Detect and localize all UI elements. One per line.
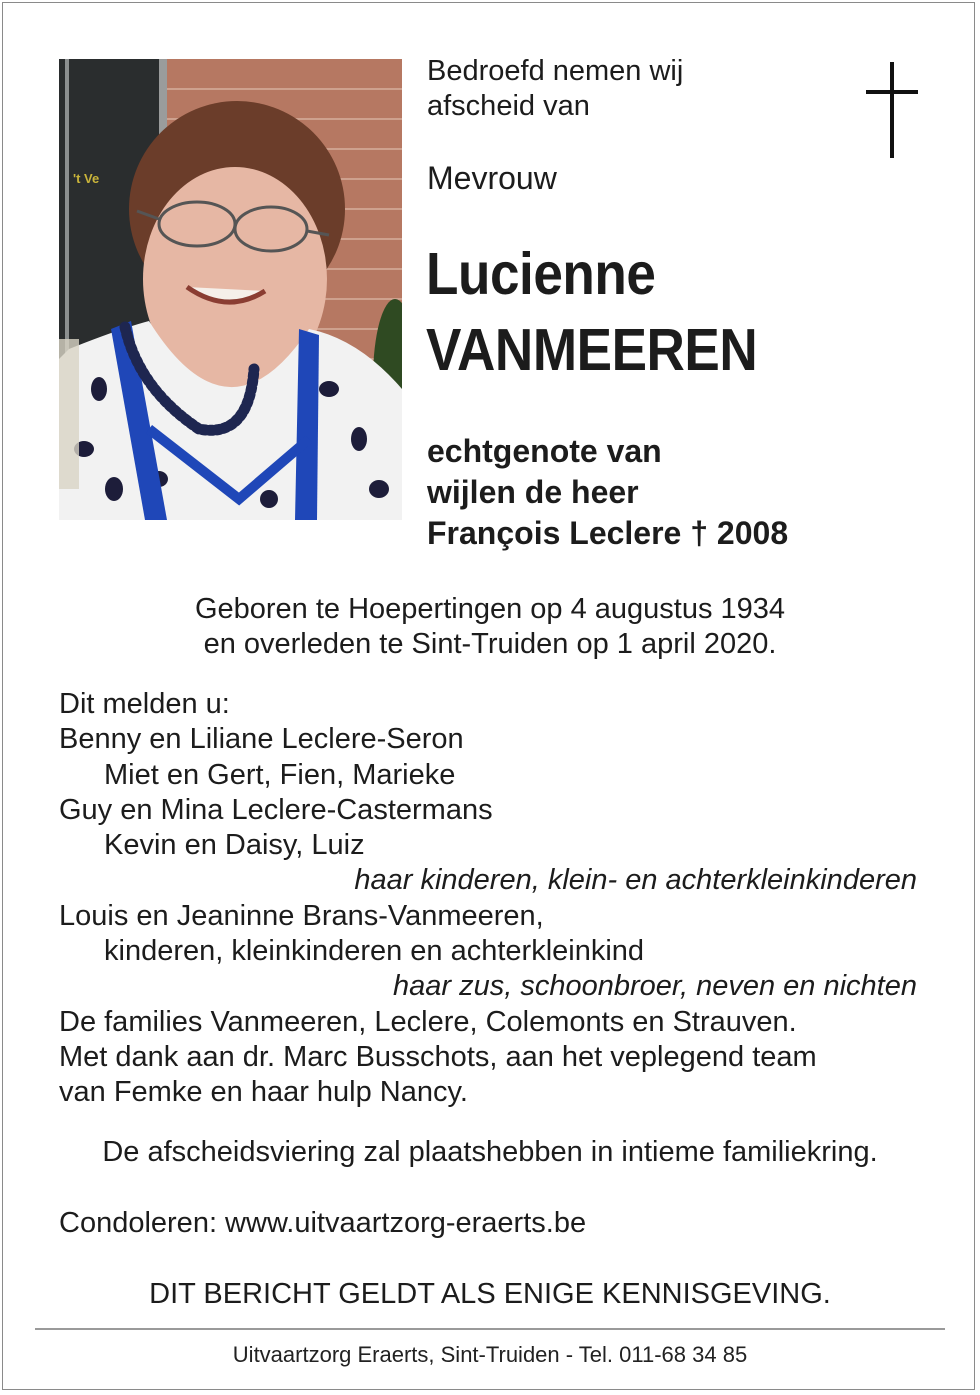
family-line: De families Vanmeeren, Leclere, Colemonts en Strauven. xyxy=(59,1005,797,1038)
family-line: kinderen, kleinkinderen en achterkleinkind xyxy=(104,935,645,968)
portrait-photo xyxy=(59,59,402,520)
condolence-text: Condoleren: www.uitvaartzorg-eraerts.be xyxy=(59,1207,587,1239)
death-line: en overleden te Sint-Truiden op 1 april 2020. xyxy=(203,628,777,660)
notice-text: DIT BERICHT GELDT ALS ENIGE KENNISGEVING. xyxy=(149,1278,831,1310)
family-line: Guy en Mina Leclere-Castermans xyxy=(59,793,493,826)
family-relation-note: haar zus, schoonbroer, neven en nichten xyxy=(393,970,917,1003)
family-line: Kevin en Daisy, Luiz xyxy=(104,829,365,862)
birth-line: Geboren te Hoepertingen op 4 augustus 1934 xyxy=(194,593,786,625)
intro-line-2: afscheid van xyxy=(427,90,590,122)
salutation: Mevrouw xyxy=(427,160,557,196)
family-relation-note: haar kinderen, klein- en achterkleinkinderen xyxy=(354,864,917,897)
footer-text: Uitvaartzorg Eraerts, Sint-Truiden - Tel. 011-68 34 85 xyxy=(232,1342,748,1367)
spouse-info xyxy=(427,431,788,554)
cross-icon xyxy=(862,62,922,158)
ceremony-text: De afscheidsviering zal plaatshebben in intieme familiekring. xyxy=(102,1136,878,1168)
family-line: Louis en Jeaninne Brans-Vanmeeren, xyxy=(59,899,544,932)
family-line: Miet en Gert, Fien, Marieke xyxy=(104,758,456,791)
family-line: van Femke en haar hulp Nancy. xyxy=(59,1076,468,1109)
spouse-line-1: echtgenote van xyxy=(427,433,662,469)
family-list xyxy=(59,687,917,1111)
first-name: Lucienne xyxy=(426,241,656,307)
life-dates xyxy=(0,592,980,662)
family-line: Dit melden u: xyxy=(59,688,230,720)
intro-text xyxy=(427,54,787,124)
deceased-name xyxy=(426,236,757,388)
divider xyxy=(35,1328,945,1330)
spouse-line-2: wijlen de heer xyxy=(427,474,639,510)
family-line: Met dank aan dr. Marc Busschots, aan het veplegend team xyxy=(59,1040,817,1073)
last-name: VANMEEREN xyxy=(426,317,758,383)
spouse-line-3: François Leclere † 2008 xyxy=(427,515,789,551)
window-sign-text: 't Ve xyxy=(73,171,100,186)
family-line: Benny en Liliane Leclere-Seron xyxy=(59,723,464,756)
intro-line-1: Bedroefd nemen wij xyxy=(427,55,684,87)
